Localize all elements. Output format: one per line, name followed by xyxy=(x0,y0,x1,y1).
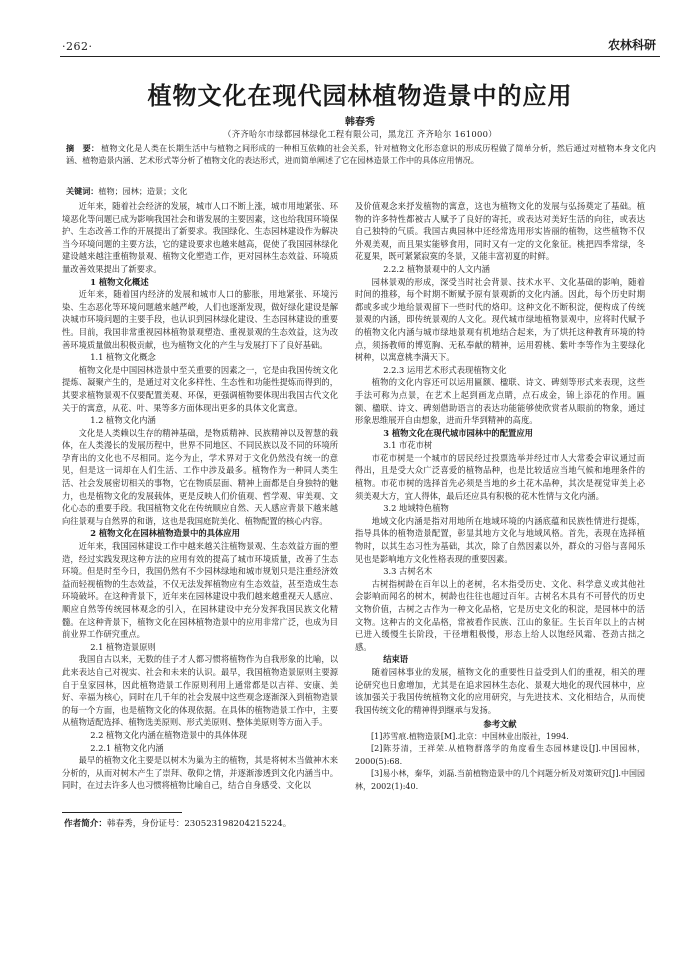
right-column xyxy=(355,200,645,793)
references-list xyxy=(355,731,645,793)
subsubsection-heading: 2.2.1 植物文化内涵 xyxy=(90,742,164,753)
keywords xyxy=(66,185,656,197)
paragraph: 随着园林事业的发展，植物文化的重要性日益受到人们的重视，相关的理论研究也日愈增加，尤其是在追求园林生态化、景观大地化的现代园林中，应该加强关于我国传统植物文化的应用研究，与先进技术、文化相结合，从而使我国传统文化的精神得到继承与发扬。 xyxy=(355,666,645,715)
references-title: 参考文献 xyxy=(483,719,517,730)
paragraph: 近年来，随着国内经济的发展和城市人口的膨胀，用地紧张、环境污染、生态恶化等环境问题越来越严峻，人们也逐渐发现，做好绿化建设是解决城市环境问题的主要手段，也认识到园林绿化建设、生态园林建设的重要性。目前，我国非常重视园林植物景观塑造、重视景观的生态效益，这为改善环境质量做出积极贡献，也为植物文化的产生与发展打下了良好基础。 xyxy=(62,289,338,350)
paragraph: 古树指树龄在百年以上的老树，名木指受历史、文化、科学意义或其他社会影响而闻名的树木，树龄也往往也超过百年。古树名木具有不可替代的历史文物价值，古树之古作为一种文化品格，它是历史文化的积淀，是园林中的活文物。这种古的文化品格，常被看作民族、江山的象征。生长百年以上的古树已进入缓慢生长阶段，干径增粗极慢，形态上给人以饱经风霜、苍劲古拙之感。 xyxy=(355,578,645,652)
abstract-text: 植物文化是人类在长期生活中与植物之间形成的一种相互依赖的社会关系，针对植物文化形态意识的形成历程做了简单分析，然后通过对植物本身文化内涵、植物造景内涵、艺术形式等分析了植物文化的表达形式，进而简单阐述了它在园林造景工作中的具体应用情况。 xyxy=(66,143,656,166)
footnote-text: 韩春秀，身份证号：230523198204215224。 xyxy=(106,819,292,829)
right-column-body xyxy=(355,200,645,716)
paragraph: 园林景观的形成，深受当时社会背景、技术水平、文化基础的影响，随着时间的推移，每个时期不断赋予原有景观新的文化内涵。因此，每个历史时期都或多或少地给景观留下一些时代的烙印。这种文化不断积淀，便构成了传统景观的内涵，即传统景观的人文化。现代城市绿地植物景观中，应将时代赋予的植物文化内涵与城市绿地景观有机地结合起来，为了烘托这种教育环境的特点，须扬教师的博览胸、无私奉献的精神，运用碧桃、紫叶李等作为主要绿化树种，以寓意桃李满天下。 xyxy=(355,276,645,363)
paragraph: 文化是人类赖以生存的精神基础，是物质精神、民族精神以及智慧的载体，在人类漫长的发展历程中，世界不同地区、不同民族以及不同的环境所孕育出的文化也不尽相同。迄今为止，学术界对于文化仍然没有统一的意见，但是这一词却在人们生活、工作中涉及最多。植物作为一种同人类生活、社会发展密切相关的事物，它在物质层面、精神上面都是自身独特的魅力，也是植物文化的发展载体，更是反映人们价值观、哲学观、审美观、文化心态的重要手段。我国植物文化在传统顺应自然、天人感应背景下越来越向往景观与自然界的和谐，这也是我国庭院美化、植物配置的核心内容。 xyxy=(62,427,338,526)
keywords-text: 植物；园林；造景；文化 xyxy=(98,186,188,196)
paragraph: 近年来，随着社会经济的发展，城市人口不断上涨，城市用地紧张、环境恶化等问题已成为影响我国社会和谐发展的主要因素，这也给我国环境保护、生态改善工作的开展提出了新要求。我国绿化、生态园林建设作为解决当今环境问题的主要方法，它的建设要求也越来越高，促使了我国园林绿化建设越来越注重植物景观、植物文化塑造工作，更对园林生态效益、环境质量改善效果提出了新要求。 xyxy=(62,201,338,274)
header-rule xyxy=(60,56,660,57)
keywords-label: 关键词： xyxy=(66,186,99,196)
page-number: ·262· xyxy=(62,40,93,53)
subsection-heading: 2.1 植物造景原则 xyxy=(90,641,156,652)
subsection-heading: 2.2 植物文化内涵在植物造景中的具体体现 xyxy=(90,729,248,740)
section-heading: 3 植物文化在现代城市园林中的配置应用 xyxy=(383,427,533,438)
author-name: 韩春秀 xyxy=(345,117,375,128)
paragraph: 最早的植物文化主要是以树木为巢为主的植物，其是将树木当做神木来分析的，从而对树木产生了崇拜、敬仰之情，并逐渐渗透到文化内涵当中。同时，在过去许多人也习惯将植物比喻自己，结合自身感受、文化以 xyxy=(62,755,338,791)
subsection-heading: 3.1 市花市树 xyxy=(383,440,433,451)
subsection-heading: 1.2 植物文化内涵 xyxy=(90,415,156,426)
journal-name: 农林科研 xyxy=(607,38,656,52)
reference-item: [2]陈芬清，王祥荣.从植物群落学的角度看生态园林建设[J].中国园林，2000(5):68. xyxy=(355,744,645,766)
left-column xyxy=(62,200,338,792)
footnote-label: 作者简介： xyxy=(64,819,107,829)
paragraph-continued: 及价值观念来抒发植物的寓意，这也为植物文化的发展与弘扬奠定了基础。植物的许多特性都被古人赋予了良好的寄托，或表达对美好生活的向往，或表达自己独特的气质。我国古典园林中还经常选用形实皆丽的植物，这些植物不仅外观美观，而且果实能够食用，同时又有一定的文化象征。桃把四季常绿，冬花夏果，既可紧紧寂寞的冬景，又能丰富初夏的时鲜。 xyxy=(355,201,645,262)
subsection-heading: 1.1 植物文化概念 xyxy=(90,352,156,363)
section-heading: 2 植物文化在园林植物造景中的具体应用 xyxy=(90,528,240,539)
paragraph: 植物文化是中国园林造景中至关重要的因素之一，它是由我国传统文化提炼、凝聚产生的，是通过对文化多样性、生态性和功能性提炼而得到的，其要求植物景观不仅要配置美观、环保，更强调植物要体现出我国古代文化关于的寓意，从花、叶、果等多方面体现出更多的具体文化寓意。 xyxy=(62,364,338,413)
section-heading: 结束语 xyxy=(383,654,409,665)
author-affiliation: （齐齐哈尔市绿都园林绿化工程有限公司，黑龙江 齐齐哈尔 161000） xyxy=(223,129,497,139)
paragraph: 我国自古以来，无数的佳子才人都习惯将植物作为自我形象的比喻，以此来表达自己对视实、社会和未来的认识。最早，我国植物造景原则主要源自于皇家园林，因此植物造景工作原则利用上通常都是以吉祥、安康、美好、幸福为核心，同时在几千年的社会发展中这些观念逐渐深入到植物造景的每一个方面，也是植物文化的体现依据。在具体的植物造景工作中，主要从植物适配选择、植物选美原则、形式美原则、整体美原则等方面入手。 xyxy=(62,654,338,728)
paragraph: 植物的文化内容还可以运用匾额、楹联、诗文、碑刻等形式来表现，这些手法可称为点景，在艺术上起到画龙点睛，点石成金，锦上添花的作用。匾额、楹联、诗文、碑刻借助语言的表达功能能够使欣赏者从眼前的物象，通过形象思维展开自由想象，进而升华到精神的高度。 xyxy=(355,377,645,426)
footnote-rule xyxy=(62,812,182,813)
reference-item: [1]苏雪痕.植物造景[M].北京：中国林业出版社，1994. xyxy=(371,731,569,741)
reference-item: [3]易小林，秦华，刘磊.当前植物造景中的几个问题分析及对策研究[J].中国园林，2002(1):40. xyxy=(355,769,645,791)
section-heading: 1 植物文化概述 xyxy=(90,276,149,287)
subsection-heading: 2.2.2 植物景观中的人文内涵 xyxy=(383,263,490,274)
subsection-heading: 2.2.3 运用艺术形式表现植物文化 xyxy=(383,364,507,375)
author-footnote xyxy=(64,817,291,829)
subsection-heading: 3.3 古树名木 xyxy=(383,566,433,577)
paragraph: 近年来，我国园林建设工作中越来越关注植物景观、生态效益方面的塑造，经过实践发现这种方法的应用有效的提高了城市环境质量，改善了生态环境。但是时至今日，我国仍然有不少园林绿地和城市规划只是注重经济效益而轻视植物的生态效益，不仅无法发挥植物应有生态效益，甚至造成生态环境破坏。在这种背景下，近年来在园林建设中我们越来越重视天人感应、顺应自然等传统园林观念的引入，在园林建设中充分发挥我国民族文化精髓。在这种背景下，植物文化在园林植物造景中的应用非常广泛，也成为目前业界工作研究重点。 xyxy=(62,541,338,640)
article-title: 植物文化在现代园林植物造景中的应用 xyxy=(147,82,573,110)
subsection-heading: 3.2 地域特色植物 xyxy=(383,503,449,514)
paragraph: 地域文化内涵是指对用地所在地域环境的内涵底蕴和民族性情进行提炼，指导具体的植物造景配置，彰显其地方文化与地域风格。首先，表现在选择植物时，以其生态习性为基础，其次，除了自然因素以外，群众的习俗与喜闻乐见也是影响地方文化性格表现的重要因素。 xyxy=(355,515,645,564)
abstract-label: 摘 要： xyxy=(66,143,100,153)
paragraph: 市花市树是一个城市的居民经过投票选举并经过市人大常委会审议通过而得出，且是受大众广泛喜爱的植物品种，也是比较适应当地气候和地理条件的植物。市花市树的选择首先必须是当地的乡土花木品种，其次是视觉审美上必须美观大方，宜人得体，最后还应具有积极的花木性情与文化内涵。 xyxy=(355,452,645,501)
abstract xyxy=(66,142,656,166)
